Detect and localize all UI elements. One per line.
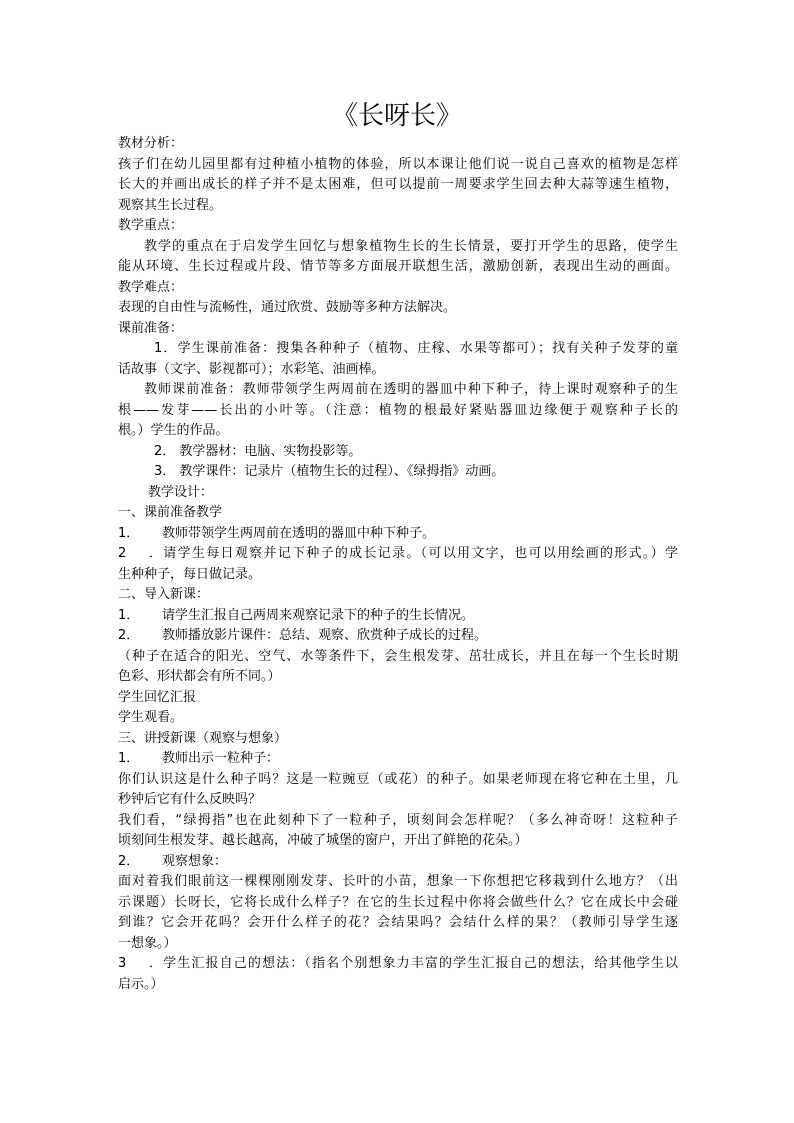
paragraph-line: 2． 教学器材：电脑、实物投影等。 xyxy=(154,443,362,459)
list-text: 教师带领学生两周前在透明的器皿中种下种子。 xyxy=(162,525,436,541)
paragraph-line: 学生观看。 xyxy=(118,710,184,725)
document-body xyxy=(118,134,678,995)
list-number: 3． xyxy=(118,956,162,971)
paragraph-line: 表现的自由性与流畅性，通过欣赏、鼓励等多种方法解决。 xyxy=(118,300,457,315)
list-number: 1． xyxy=(118,607,140,623)
paragraph-line: 一想象。） xyxy=(118,935,177,951)
list-number: 2． xyxy=(118,853,140,869)
section-heading: 课前准备： xyxy=(118,320,184,336)
numbered-line xyxy=(118,954,678,975)
section-heading: 教学设计： xyxy=(148,484,214,500)
paragraph-line: 长大的并画出成长的样子并不是太困难，但可以提前一周要求学生回去种大蒜等速生植物， xyxy=(118,177,678,192)
list-number: 2． xyxy=(118,546,162,561)
paragraph-line: 面对着我们眼前这一棵棵刚刚发芽、长叶的小苗，想象一下你想把它移栽到什么地方？（出 xyxy=(118,874,678,889)
document-title: 《长呀长》 xyxy=(331,101,462,131)
section-heading: 三、讲授新课（观察与想象） xyxy=(118,730,288,746)
paragraph-line: 你们认识这是什么种子吗？这是一粒豌豆（或花）的种子。如果老师现在将它种在土里，几 xyxy=(118,771,678,787)
paragraph-line: 孩子们在幼儿园里都有过种植小植物的体验，所以本课让他们说一说自己喜欢的植物是怎样 xyxy=(118,156,678,172)
paragraph-line: 教师课前准备：教师带领学生两周前在透明的器皿中种下种子，待上课时观察种子的生 xyxy=(144,382,678,397)
paragraph-line: 根。）学生的作品。 xyxy=(118,423,229,438)
list-number: 1． xyxy=(118,525,140,541)
paragraph-line: 秒钟后它有什么反映吗？ xyxy=(118,792,262,807)
section-heading: 二、导入新课： xyxy=(118,587,210,602)
paragraph-line: 观察其生长过程。 xyxy=(118,197,223,213)
paragraph-line: 生种种子，每日做记录。 xyxy=(118,566,262,582)
section-heading: 教学重点： xyxy=(118,218,184,233)
paragraph-line: 到谁？它会开花吗？会开什么样子的花？会结果吗？会结什么样的果？（教师引导学生逐 xyxy=(118,915,678,930)
numbered-line xyxy=(118,852,678,873)
paragraph-line: （种子在适合的阳光、空气、水等条件下，会生根发芽、茁壮成长，并且在每一个生长时期 xyxy=(118,648,678,664)
numbered-line xyxy=(118,749,678,770)
list-text: 请学生每日观察并记下种子的成长记录。（可以用文字，也可以用绘画的形式。）学 xyxy=(162,546,678,561)
paragraph-line: 顷刻间生根发芽、越长越高，冲破了城堡的窗户，开出了鲜艳的花朵。） xyxy=(118,833,528,848)
paragraph-line: 我们看，“绿拇指”也在此刻种下了一粒种子，顷刻间会怎样呢？（多么神奇呀！这粒种子 xyxy=(118,812,678,828)
numbered-line xyxy=(118,524,678,545)
paragraph-line: 启示。） xyxy=(118,976,164,992)
numbered-line xyxy=(118,544,678,565)
list-text: 教师播放影片课件：总结、观察、欣赏种子成长的过程。 xyxy=(162,628,488,643)
paragraph-line: 1．学生课前准备：搜集各种种子（植物、庄稼、水果等都可）；找有关种子发芽的童 xyxy=(154,341,678,356)
list-text: 请学生汇报自己两周来观察记录下的种子的生长情况。 xyxy=(162,607,475,623)
numbered-line xyxy=(118,626,678,647)
list-number: 2． xyxy=(118,628,140,643)
paragraph-line: 学生回忆汇报 xyxy=(118,689,197,705)
list-text: 观察想象： xyxy=(162,853,228,869)
section-heading: 教材分析： xyxy=(118,136,184,151)
paragraph-line: 话故事（文字、影视都可）；水彩笔、油画棒。 xyxy=(118,361,385,377)
section-heading: 一、课前准备教学 xyxy=(118,505,223,520)
numbered-line xyxy=(118,606,678,627)
list-number: 1． xyxy=(118,751,140,766)
list-text: 教师出示一粒种子： xyxy=(162,751,280,766)
paragraph-line: 能从环境、生长过程或片段、情节等多方面展开联想生活，激励创新，表现出生动的画面。 xyxy=(118,259,678,274)
paragraph-line: 教学的重点在于启发学生回忆与想象植物生长的生长情景，要打开学生的思路，使学生 xyxy=(144,238,678,254)
paragraph-line: 3． 教学课件：记录片（植物生长的过程）、《绿拇指》动画。 xyxy=(154,464,505,479)
section-heading: 教学难点： xyxy=(118,279,184,295)
paragraph-line: 色彩、形状都会有所不同。） xyxy=(118,669,281,684)
paragraph-line: 根——发芽——长出的小叶等。（注意：植物的根最好紧贴器皿边缘便于观察种子长的 xyxy=(118,402,678,418)
paragraph-line: 示课题）长呀长，它将长成什么样子？在它的生长过程中你将会做些什么？它在成长中会碰 xyxy=(118,894,678,910)
list-text: 学生汇报自己的想法：（指名个别想象力丰富的学生汇报自己的想法，给其他学生以 xyxy=(162,956,678,971)
